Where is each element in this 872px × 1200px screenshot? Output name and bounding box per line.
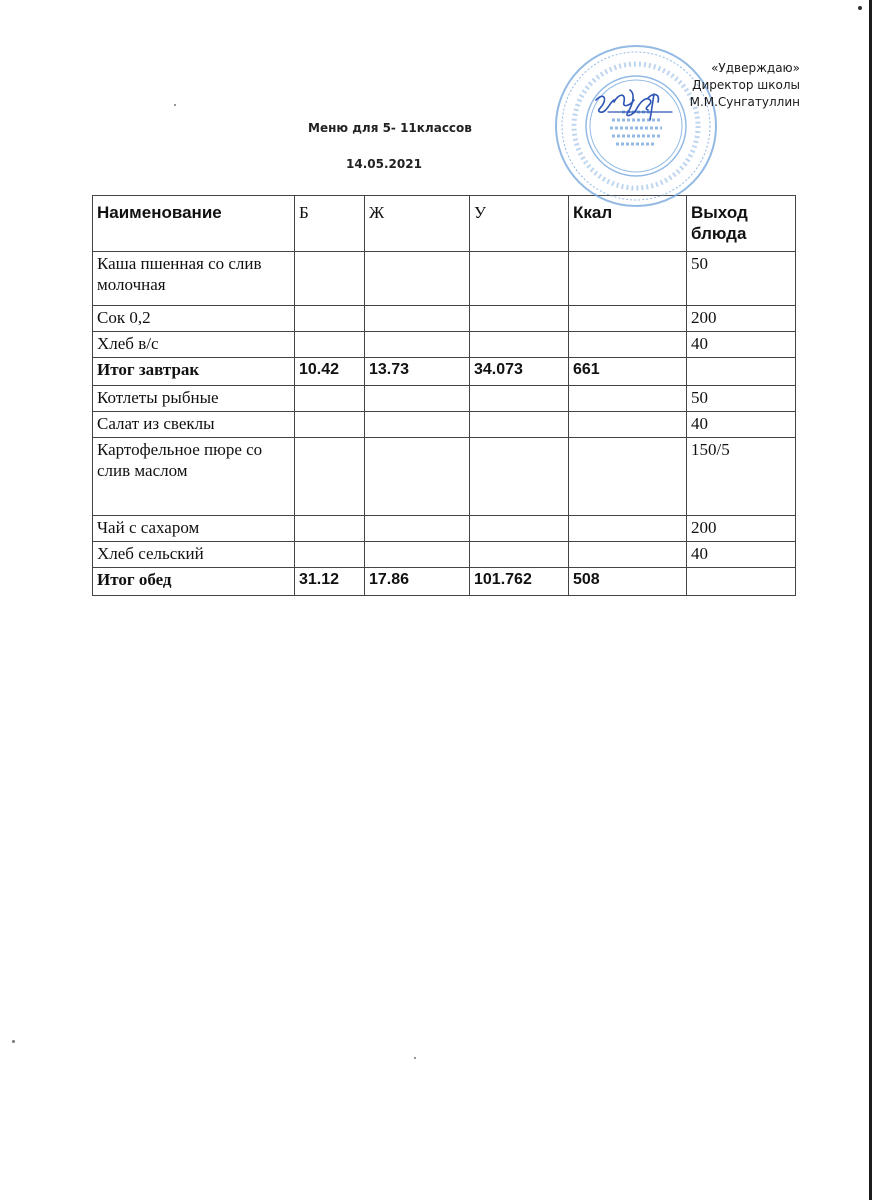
approval-line-3: М.М.Сунгатуллин xyxy=(689,95,800,109)
total-row xyxy=(93,568,796,596)
table-row xyxy=(93,306,796,332)
cell-zh xyxy=(365,412,470,438)
cell-kcal xyxy=(569,332,687,358)
table-row xyxy=(93,252,796,306)
approval-line-1: «Удверждаю» xyxy=(711,61,800,75)
menu-title: Меню для 5- 11классов xyxy=(308,121,472,135)
cell-kcal xyxy=(569,438,687,516)
header-zh: Ж xyxy=(365,196,470,252)
cell-kcal xyxy=(569,252,687,306)
dish-name: Салат из свеклы xyxy=(93,412,295,438)
cell-b xyxy=(295,332,365,358)
total-label: Итог обед xyxy=(93,568,295,596)
menu-date: 14.05.2021 xyxy=(346,157,422,171)
header-u: У xyxy=(470,196,569,252)
cell-kcal xyxy=(569,412,687,438)
cell-zh: 17.86 xyxy=(365,568,470,596)
cell-kcal xyxy=(569,542,687,568)
cell-output: 40 xyxy=(687,412,796,438)
scan-speck xyxy=(414,1057,416,1059)
total-label: Итог завтрак xyxy=(93,358,295,386)
cell-b xyxy=(295,386,365,412)
cell-zh xyxy=(365,516,470,542)
cell-zh: 13.73 xyxy=(365,358,470,386)
dish-name: Сок 0,2 xyxy=(93,306,295,332)
table-row xyxy=(93,386,796,412)
table-row xyxy=(93,542,796,568)
cell-u xyxy=(470,516,569,542)
header-output: Выход блюда xyxy=(687,196,796,252)
cell-output xyxy=(687,358,796,386)
cell-u xyxy=(470,252,569,306)
cell-u: 34.073 xyxy=(470,358,569,386)
dish-name: Котлеты рыбные xyxy=(93,386,295,412)
header-kcal: Ккал xyxy=(569,196,687,252)
cell-output: 50 xyxy=(687,386,796,412)
cell-u: 101.762 xyxy=(470,568,569,596)
cell-kcal: 508 xyxy=(569,568,687,596)
cell-output: 50 xyxy=(687,252,796,306)
cell-kcal xyxy=(569,386,687,412)
cell-b xyxy=(295,542,365,568)
cell-output: 200 xyxy=(687,516,796,542)
cell-b xyxy=(295,438,365,516)
scan-speck xyxy=(12,1040,15,1043)
dish-name: Картофельное пюре со слив маслом xyxy=(93,438,295,516)
dish-name: Хлеб сельский xyxy=(93,542,295,568)
dish-name: Чай с сахаром xyxy=(93,516,295,542)
cell-kcal xyxy=(569,306,687,332)
cell-kcal: 661 xyxy=(569,358,687,386)
total-row xyxy=(93,358,796,386)
scan-speck xyxy=(858,6,862,10)
cell-b xyxy=(295,306,365,332)
table-row xyxy=(93,438,796,516)
cell-output: 200 xyxy=(687,306,796,332)
cell-b xyxy=(295,252,365,306)
cell-u xyxy=(470,412,569,438)
table-row xyxy=(93,516,796,542)
cell-output: 150/5 xyxy=(687,438,796,516)
cell-u xyxy=(470,332,569,358)
approval-line-2: Директор школы xyxy=(692,78,800,92)
scan-speck xyxy=(174,104,176,106)
cell-zh xyxy=(365,542,470,568)
cell-output xyxy=(687,568,796,596)
cell-output: 40 xyxy=(687,542,796,568)
cell-zh xyxy=(365,386,470,412)
cell-kcal xyxy=(569,516,687,542)
cell-u xyxy=(470,438,569,516)
cell-zh xyxy=(365,306,470,332)
approval-block xyxy=(690,60,800,111)
dish-name: Каша пшенная со слив молочная xyxy=(93,252,295,306)
cell-zh xyxy=(365,252,470,306)
cell-u xyxy=(470,306,569,332)
cell-b: 31.12 xyxy=(295,568,365,596)
cell-b xyxy=(295,412,365,438)
table-row xyxy=(93,412,796,438)
cell-u xyxy=(470,542,569,568)
cell-b: 10.42 xyxy=(295,358,365,386)
dish-name: Хлеб в/с xyxy=(93,332,295,358)
cell-output: 40 xyxy=(687,332,796,358)
director-signature xyxy=(596,90,672,120)
table-row xyxy=(93,332,796,358)
header-name: Наименование xyxy=(93,196,295,252)
header-b: Б xyxy=(295,196,365,252)
menu-table xyxy=(92,195,796,596)
cell-b xyxy=(295,516,365,542)
cell-u xyxy=(470,386,569,412)
cell-zh xyxy=(365,438,470,516)
cell-zh xyxy=(365,332,470,358)
